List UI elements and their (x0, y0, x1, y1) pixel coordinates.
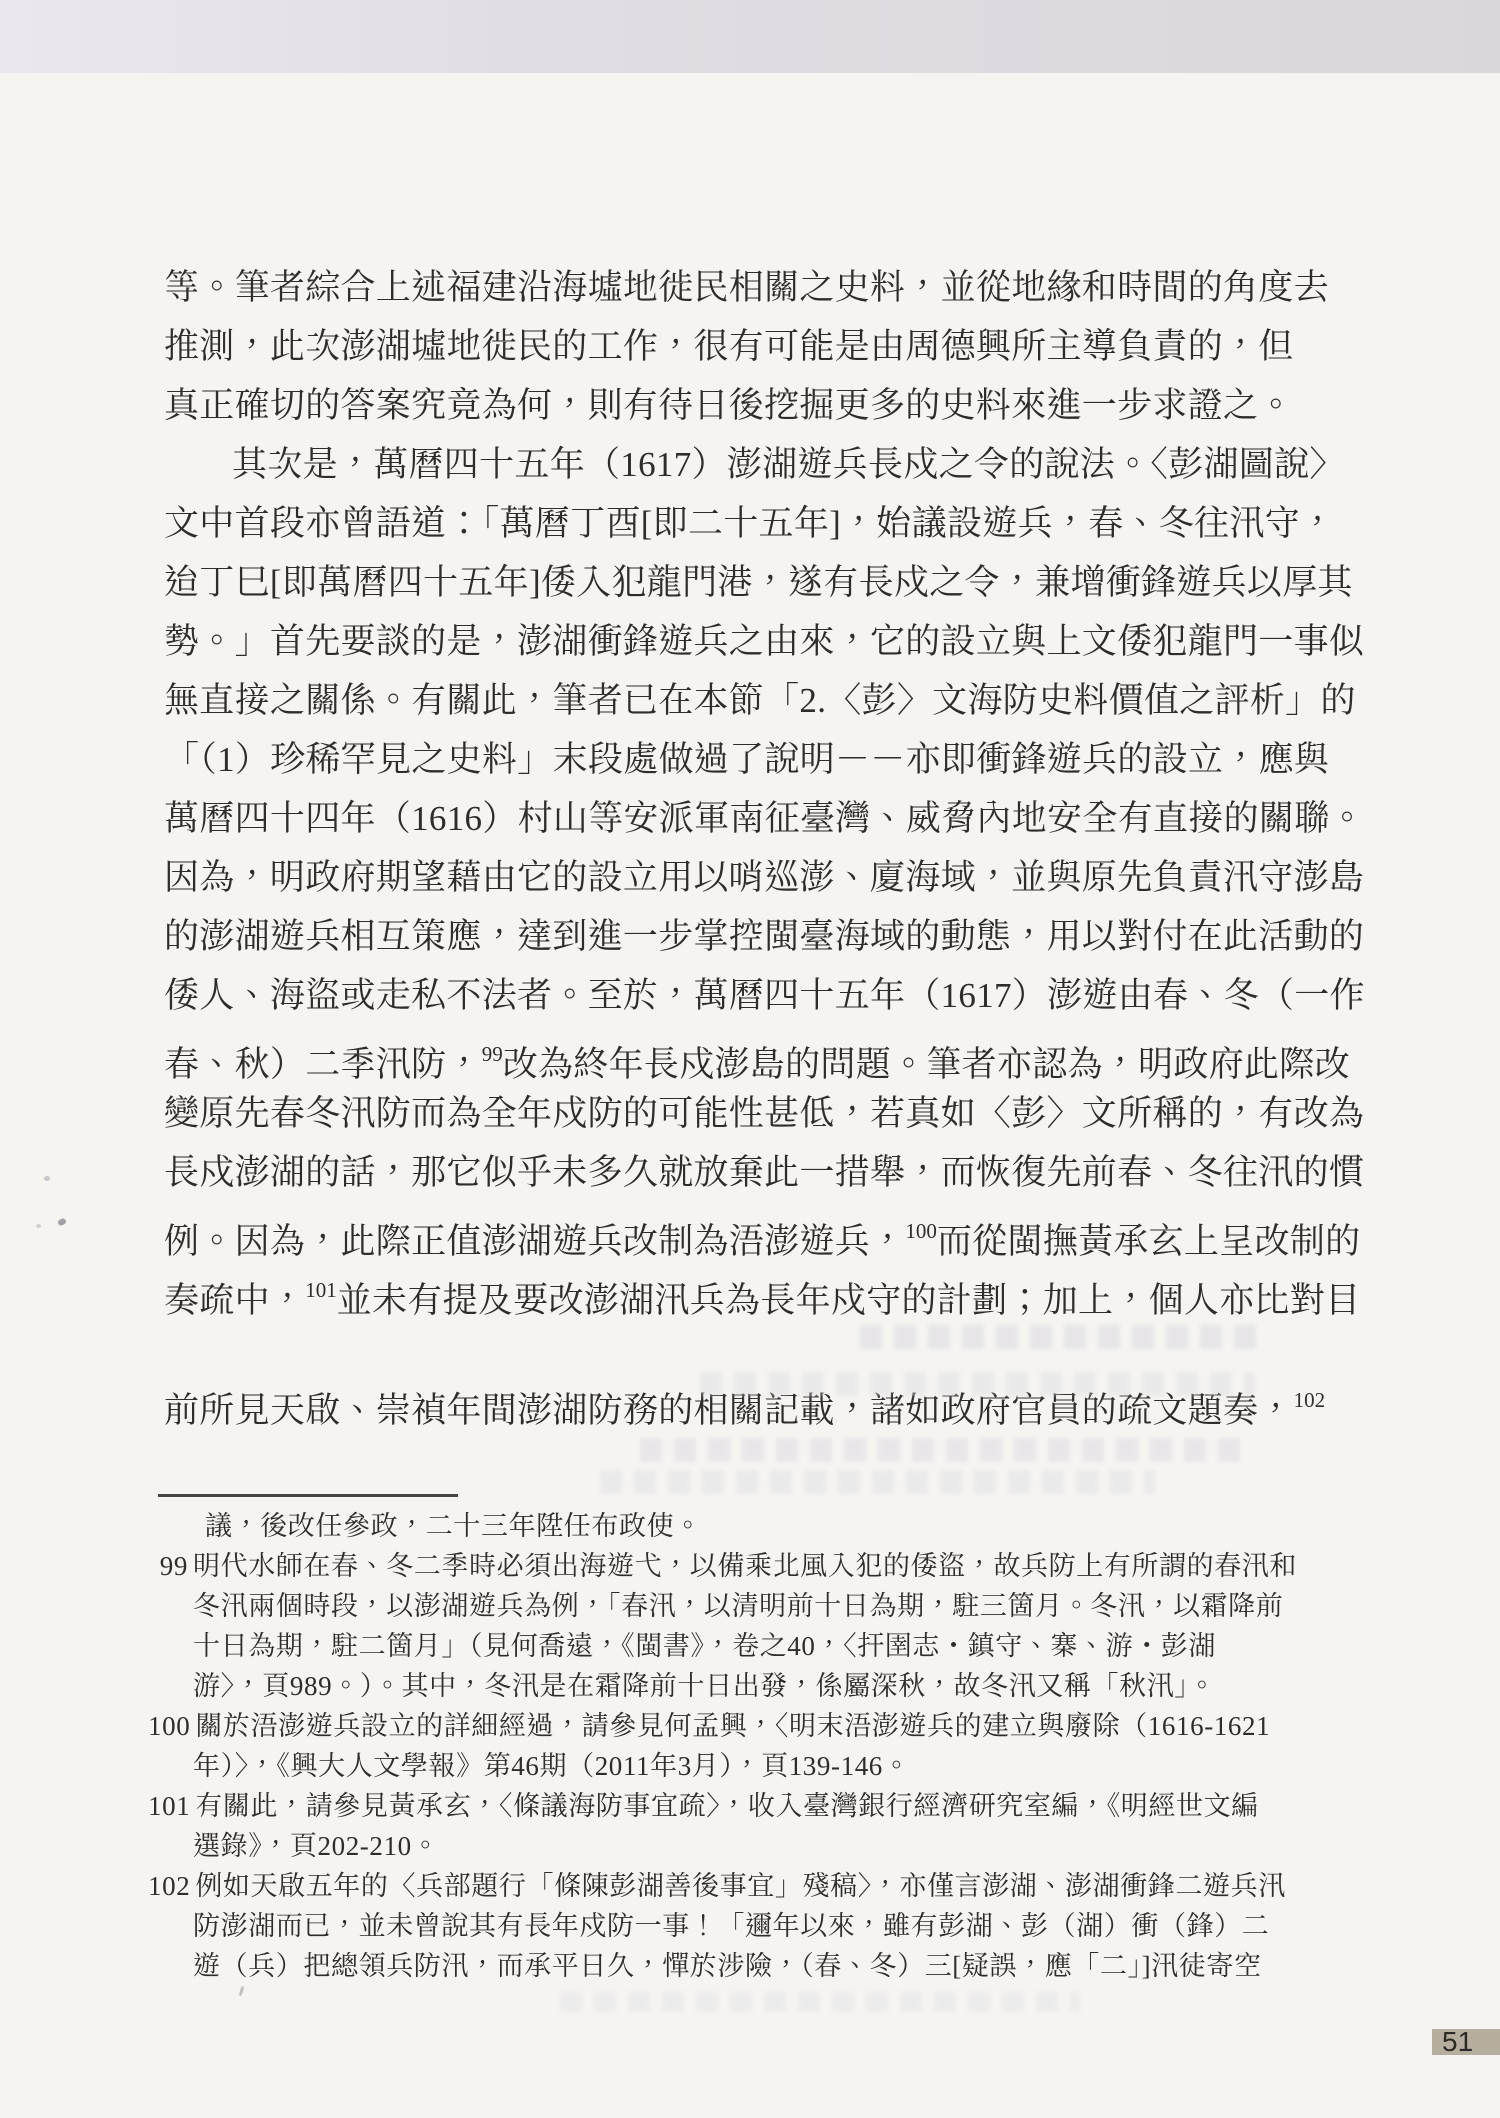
text-run: 春、秋）二季汛防， (164, 1045, 482, 1084)
body-text-line (164, 494, 1349, 553)
text-run: 「（1）珍稀罕見之史料」末段處做過了說明－－亦即衝鋒遊兵的設立，應與 (164, 740, 1330, 779)
footnote-first-line (148, 1866, 1363, 1906)
text-run: 例。因為，此際正值澎湖遊兵改制為浯澎遊兵， (164, 1222, 906, 1261)
body-text-line (164, 1025, 1349, 1084)
footnote-number (148, 1946, 188, 1986)
body-text-line (164, 966, 1365, 1025)
body-text-block (164, 258, 1365, 1430)
footnote-first-line (148, 1786, 1363, 1826)
body-text-line (164, 1143, 1365, 1202)
text-run: 文中首段亦曾語道：「萬曆丁酉[即二十五年]，始議設遊兵，春、冬往汛守， (164, 504, 1336, 543)
footnote-number: 100 (148, 1711, 191, 1741)
page-number-badge (1432, 2026, 1500, 2057)
body-text-line (164, 1084, 1365, 1143)
footnote-text: 遊（兵）把總領兵防汛，而承平日久，憚於涉險，（春、冬）三[疑誤，應「二」]汛徒寄空 (193, 1951, 1262, 1981)
text-run: 前所見天啟、崇禎年間澎湖防務的相關記載，諸如政府官員的疏文題奏， (164, 1391, 1294, 1430)
body-text-line (164, 435, 1349, 494)
text-run: 因為，明政府期望藉由它的設立用以哨巡澎、廈海域，並與原先負責汛守澎島 (164, 858, 1365, 897)
footnote-text: 防澎湖而已，並未曾說其有長年戍防一事！「邇年以來，雖有彭湖、彭（湖）衝（鋒）二 (193, 1911, 1270, 1941)
footnote-number: 101 (148, 1791, 191, 1821)
footnote-ref: 102 (1293, 1388, 1326, 1412)
page-number: 51 (1442, 2026, 1474, 2057)
bleed-through-ghost (600, 1470, 1155, 1494)
scan-edge-strip (0, 0, 1500, 73)
footnote-text: 議，後改任參政，二十三年陞任布政使。 (205, 1511, 702, 1541)
text-run: 等。筆者綜合上述福建沿海墟地徙民相關之史料，並從地緣和時間的角度去 (164, 268, 1329, 307)
footnote-text: 冬汛兩個時段，以澎湖遊兵為例，「春汛，以清明前十日為期，駐三箇月。冬汛，以霜降前 (193, 1591, 1284, 1621)
text-run: 而從閩撫黃承玄上呈改制的 (936, 1222, 1361, 1261)
footnote-text: 年）〉，《興大人文學報》第46期（2011年3月），頁139-146。 (193, 1751, 911, 1781)
text-run: 長戍澎湖的話，那它似乎未多久就放棄此一措舉，而恢復先前春、冬往汛的慣 (164, 1153, 1365, 1192)
footnote-text: 明代水師在春、冬二季時必須出海遊弋，以備乘北風入犯的倭盜，故兵防上有所謂的春汛和 (193, 1551, 1297, 1581)
footnote-number (148, 1666, 188, 1706)
body-text-line (164, 317, 1349, 376)
body-text-line (164, 848, 1365, 907)
text-run: 真正確切的答案究竟為何，則有待日後挖掘更多的史料來進一步求證之。 (164, 386, 1294, 425)
footnote-continuation-line (148, 1906, 1363, 1946)
footnote-first-line (148, 1546, 1363, 1586)
scan-speck (44, 1176, 50, 1181)
body-text-line (164, 671, 1356, 730)
body-text-line (164, 258, 1349, 317)
footnote-number (148, 1826, 188, 1866)
footnote-number (148, 1586, 188, 1626)
text-run: 變原先春冬汛防而為全年戍防的可能性甚低，若真如〈彭〉文所稱的，有改為 (164, 1094, 1365, 1133)
body-text-line (164, 730, 1349, 789)
bleed-through-ghost (860, 1325, 1260, 1349)
scan-speck (239, 1986, 245, 1996)
scan-speck (36, 1224, 41, 1228)
footnote-continuation-line (148, 1746, 1363, 1786)
footnote-text: 選錄》，頁202-210。 (193, 1831, 440, 1861)
text-run: 推測，此次澎湖墟地徙民的工作，很有可能是由周德興所主導負責的，但 (164, 327, 1294, 366)
bleed-through-ghost (560, 1992, 1080, 2012)
bleed-through-ghost (700, 1372, 1255, 1396)
body-text-line (164, 612, 1365, 671)
text-run: 萬曆四十四年（1616）村山等安派軍南征臺灣、威脅內地安全有直接的關聯。 (164, 799, 1365, 838)
footnote-text: 游〉，頁989。）。其中，冬汛是在霜降前十日出發，係屬深秋，故冬汛又稱「秋汛」。 (193, 1671, 1216, 1701)
body-text-line (164, 376, 1349, 435)
footnote-separator (158, 1494, 458, 1497)
body-text-line (164, 907, 1365, 966)
footnote-continuation-line (148, 1946, 1363, 1986)
footnotes-block (148, 1506, 1363, 1986)
body-text-line (164, 553, 1353, 612)
footnote-text: 有關此，請參見黃承玄，〈條議海防事宜疏〉，收入臺灣銀行經濟研究室編，《明經世文編 (195, 1791, 1259, 1821)
text-run: 無直接之關係。有關此，筆者已在本節「2.〈彭〉文海防史料價值之評析」的 (164, 681, 1356, 720)
text-run: 的澎湖遊兵相互策應，達到進一步掌控閩臺海域的動態，用以對付在此活動的 (164, 917, 1365, 956)
footnote-number: 99 (159, 1551, 188, 1581)
footnote-continuation-line (148, 1666, 1363, 1706)
footnote-number (148, 1506, 188, 1546)
footnote-continuation-line (148, 1626, 1363, 1666)
text-run: 奏疏中， (164, 1281, 306, 1320)
footnote-number (148, 1746, 188, 1786)
footnote-continuation-line (148, 1826, 1363, 1866)
body-text-line (164, 1261, 1361, 1320)
footnote-text: 關於浯澎遊兵設立的詳細經過，請參見何孟興，〈明末浯澎遊兵的建立與廢除（1616-1621 (195, 1711, 1271, 1741)
footnote-continuation-line (148, 1586, 1363, 1626)
text-run: 倭人、海盜或走私不法者。至於，萬曆四十五年（1617）澎遊由春、冬（一作 (164, 976, 1365, 1015)
footnote-text: 十日為期，駐二箇月」（見何喬遠，《閩書》，卷之40，〈扞圉志・鎮守、寨、游・彭湖 (193, 1631, 1216, 1661)
footnote-ref: 99 (481, 1042, 503, 1066)
scan-speck (57, 1218, 67, 1227)
text-run: 其次是，萬曆四十五年（1617）澎湖遊兵長戍之令的說法。〈彭湖圖說〉 (232, 445, 1345, 484)
footnote-first-line (148, 1506, 1363, 1546)
body-text-line (164, 1202, 1361, 1261)
footnote-number (148, 1626, 188, 1666)
footnote-number (148, 1906, 188, 1946)
footnote-text: 例如天啟五年的〈兵部題行「條陳彭湖善後事宜」殘稿〉，亦僅言澎湖、澎湖衝鋒二遊兵汛 (195, 1871, 1286, 1901)
text-run: 迨丁巳[即萬曆四十五年]倭入犯龍門港，遂有長戍之令，兼增衝鋒遊兵以厚其 (164, 563, 1353, 602)
footnote-ref: 101 (305, 1278, 337, 1302)
text-run: 勢。」首先要談的是，澎湖衝鋒遊兵之由來，它的設立與上文倭犯龍門一事似 (164, 622, 1365, 661)
bleed-through-ghost (640, 1438, 1240, 1462)
text-run: 改為終年長戍澎島的問題。筆者亦認為，明政府此際改 (502, 1045, 1350, 1084)
footnote-ref: 100 (905, 1219, 937, 1243)
body-text-line (164, 789, 1365, 848)
footnote-number: 102 (148, 1871, 191, 1901)
footnote-first-line (148, 1706, 1363, 1746)
text-run: 並未有提及要改澎湖汛兵為長年戍守的計劃；加上，個人亦比對目 (336, 1281, 1361, 1320)
